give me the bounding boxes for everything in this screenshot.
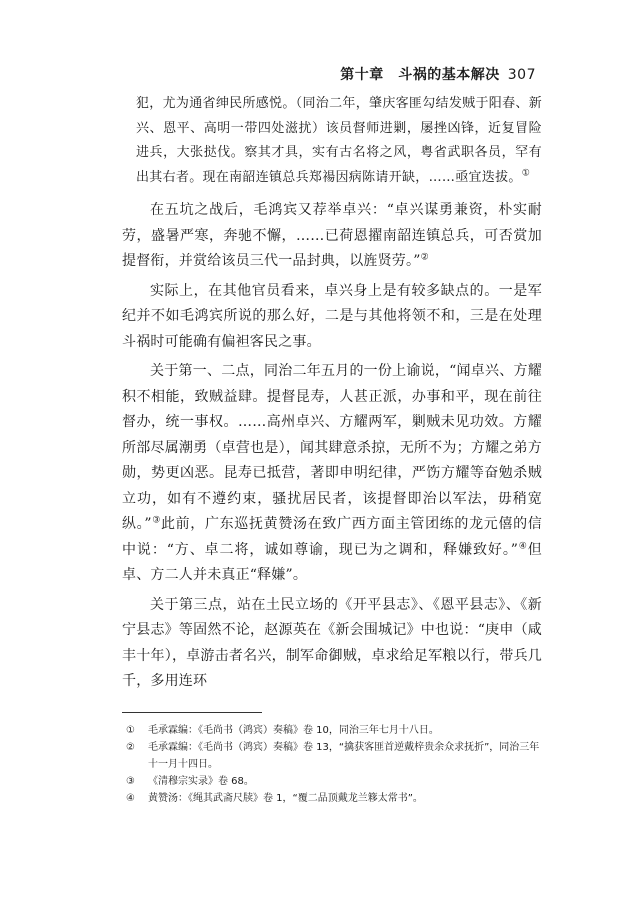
footnote-ref: ② xyxy=(420,252,429,263)
paragraph-text: 实际上，在其他官员看来，卓兴身上是有较多缺点的。一是军纪并不如毛鸿宾所说的那么好，二是与其他将领不和，三是在处理斗祸时可能确有偏袒客民之事。 xyxy=(122,282,542,350)
paragraph xyxy=(122,359,542,589)
footnote xyxy=(122,790,542,807)
footnote-ref: ① xyxy=(521,168,531,179)
footnote-text: 毛承霖编：《毛尚书（鸿宾）奏稿》卷 13，“擒获客匪首逆戴梓贵余众求抚折”，同治三年十一月十四日。 xyxy=(148,742,540,770)
paragraph-text: 关于第三点，站在土民立场的《开平县志》、《恩平县志》、《新宁县志》等固然不论，赵源英在《新会围城记》中也说：“庚申（咸丰十年），卓游击者名兴，制军命御贼，卓求给足军粮以行，带兵几千，多用连环 xyxy=(122,596,542,689)
quote-text: 犯，尤为通省绅民所感悦。（同治二年，肇庆客匪勾结发贼于阳春、新兴、恩平、高明一带四处滋扰）该员督师进剿，屡挫凶锋，近复冒险进兵，大张挞伐。察其才具，实有古名将之风，粤省武职各员，罕有出其右者。现在南韶连镇总兵郑禓因病陈请开缺，……亟宜迭拔。 xyxy=(136,96,542,185)
footnote-ref: ④ xyxy=(518,540,528,551)
footnote xyxy=(122,739,542,773)
main-text xyxy=(122,92,542,695)
paragraph xyxy=(122,198,542,275)
block-quote xyxy=(136,92,542,190)
paragraph-text-continued: 此前，广东巡抚黄赞汤在致广西方面主管团练的龙元僖的信中说：“方、卓二将，诚如尊谕，现已为之调和，释嫌致好。” xyxy=(122,516,542,558)
footnote-text: 《清穆宗实录》卷 68。 xyxy=(148,776,254,787)
footnote-text: 毛承霖编：《毛尚书（鸿宾）奏稿》卷 10，同治三年七月十八日。 xyxy=(148,725,439,736)
chapter-title: 第十章 斗祸的基本解决 xyxy=(340,67,500,83)
paragraph xyxy=(122,279,542,356)
paragraph-text-continued: 但卓、方二人并未真正“释嫌”。 xyxy=(122,541,542,583)
footnote-mark: ③ xyxy=(126,776,135,787)
running-head xyxy=(340,64,536,84)
footnote-text: 黄赞汤：《绳其武斋尺牍》卷 1，“覆二品顶戴龙兰簃太常书”。 xyxy=(148,793,423,804)
footnote xyxy=(122,722,542,739)
footnote-mark: ① xyxy=(126,725,135,736)
paragraph-text: 在五坑之战后，毛鸿宾又荐举卓兴：“卓兴谋勇兼资，朴实耐劳，盛暑严寒，奔驰不懈，……已荷恩擢南韶连镇总兵，可否赏加提督衔，并赏给该员三代一品封典，以旌贤劳。” xyxy=(122,202,542,269)
footnote-mark: ② xyxy=(126,742,135,753)
footnote-ref: ③ xyxy=(151,515,161,526)
footnotes xyxy=(122,722,542,807)
paragraph xyxy=(122,593,542,695)
page-number: 307 xyxy=(507,67,536,83)
footnote xyxy=(122,773,542,790)
paragraph-text: 关于第一、二点，同治二年五月的一份上谕说，“闻卓兴、方耀积不相能，致贼益肆。提督昆寿，人甚正派，办事和平，现在前往督办，统一事权。……高州卓兴、方耀两军，剿贼未见功效。方耀所部尽属潮勇（卓营也是），闻其肆意杀掠，无所不为；方耀之弟方勋，势更凶恶。昆寿已抵营，著即申明纪律，严饬方耀等奋勉杀贼立功，如有不遵约束，骚扰居民者，该提督即治以军法，毋稍宽纵。” xyxy=(122,363,542,532)
footnote-mark: ④ xyxy=(126,793,135,804)
footnote-rule xyxy=(122,712,262,713)
